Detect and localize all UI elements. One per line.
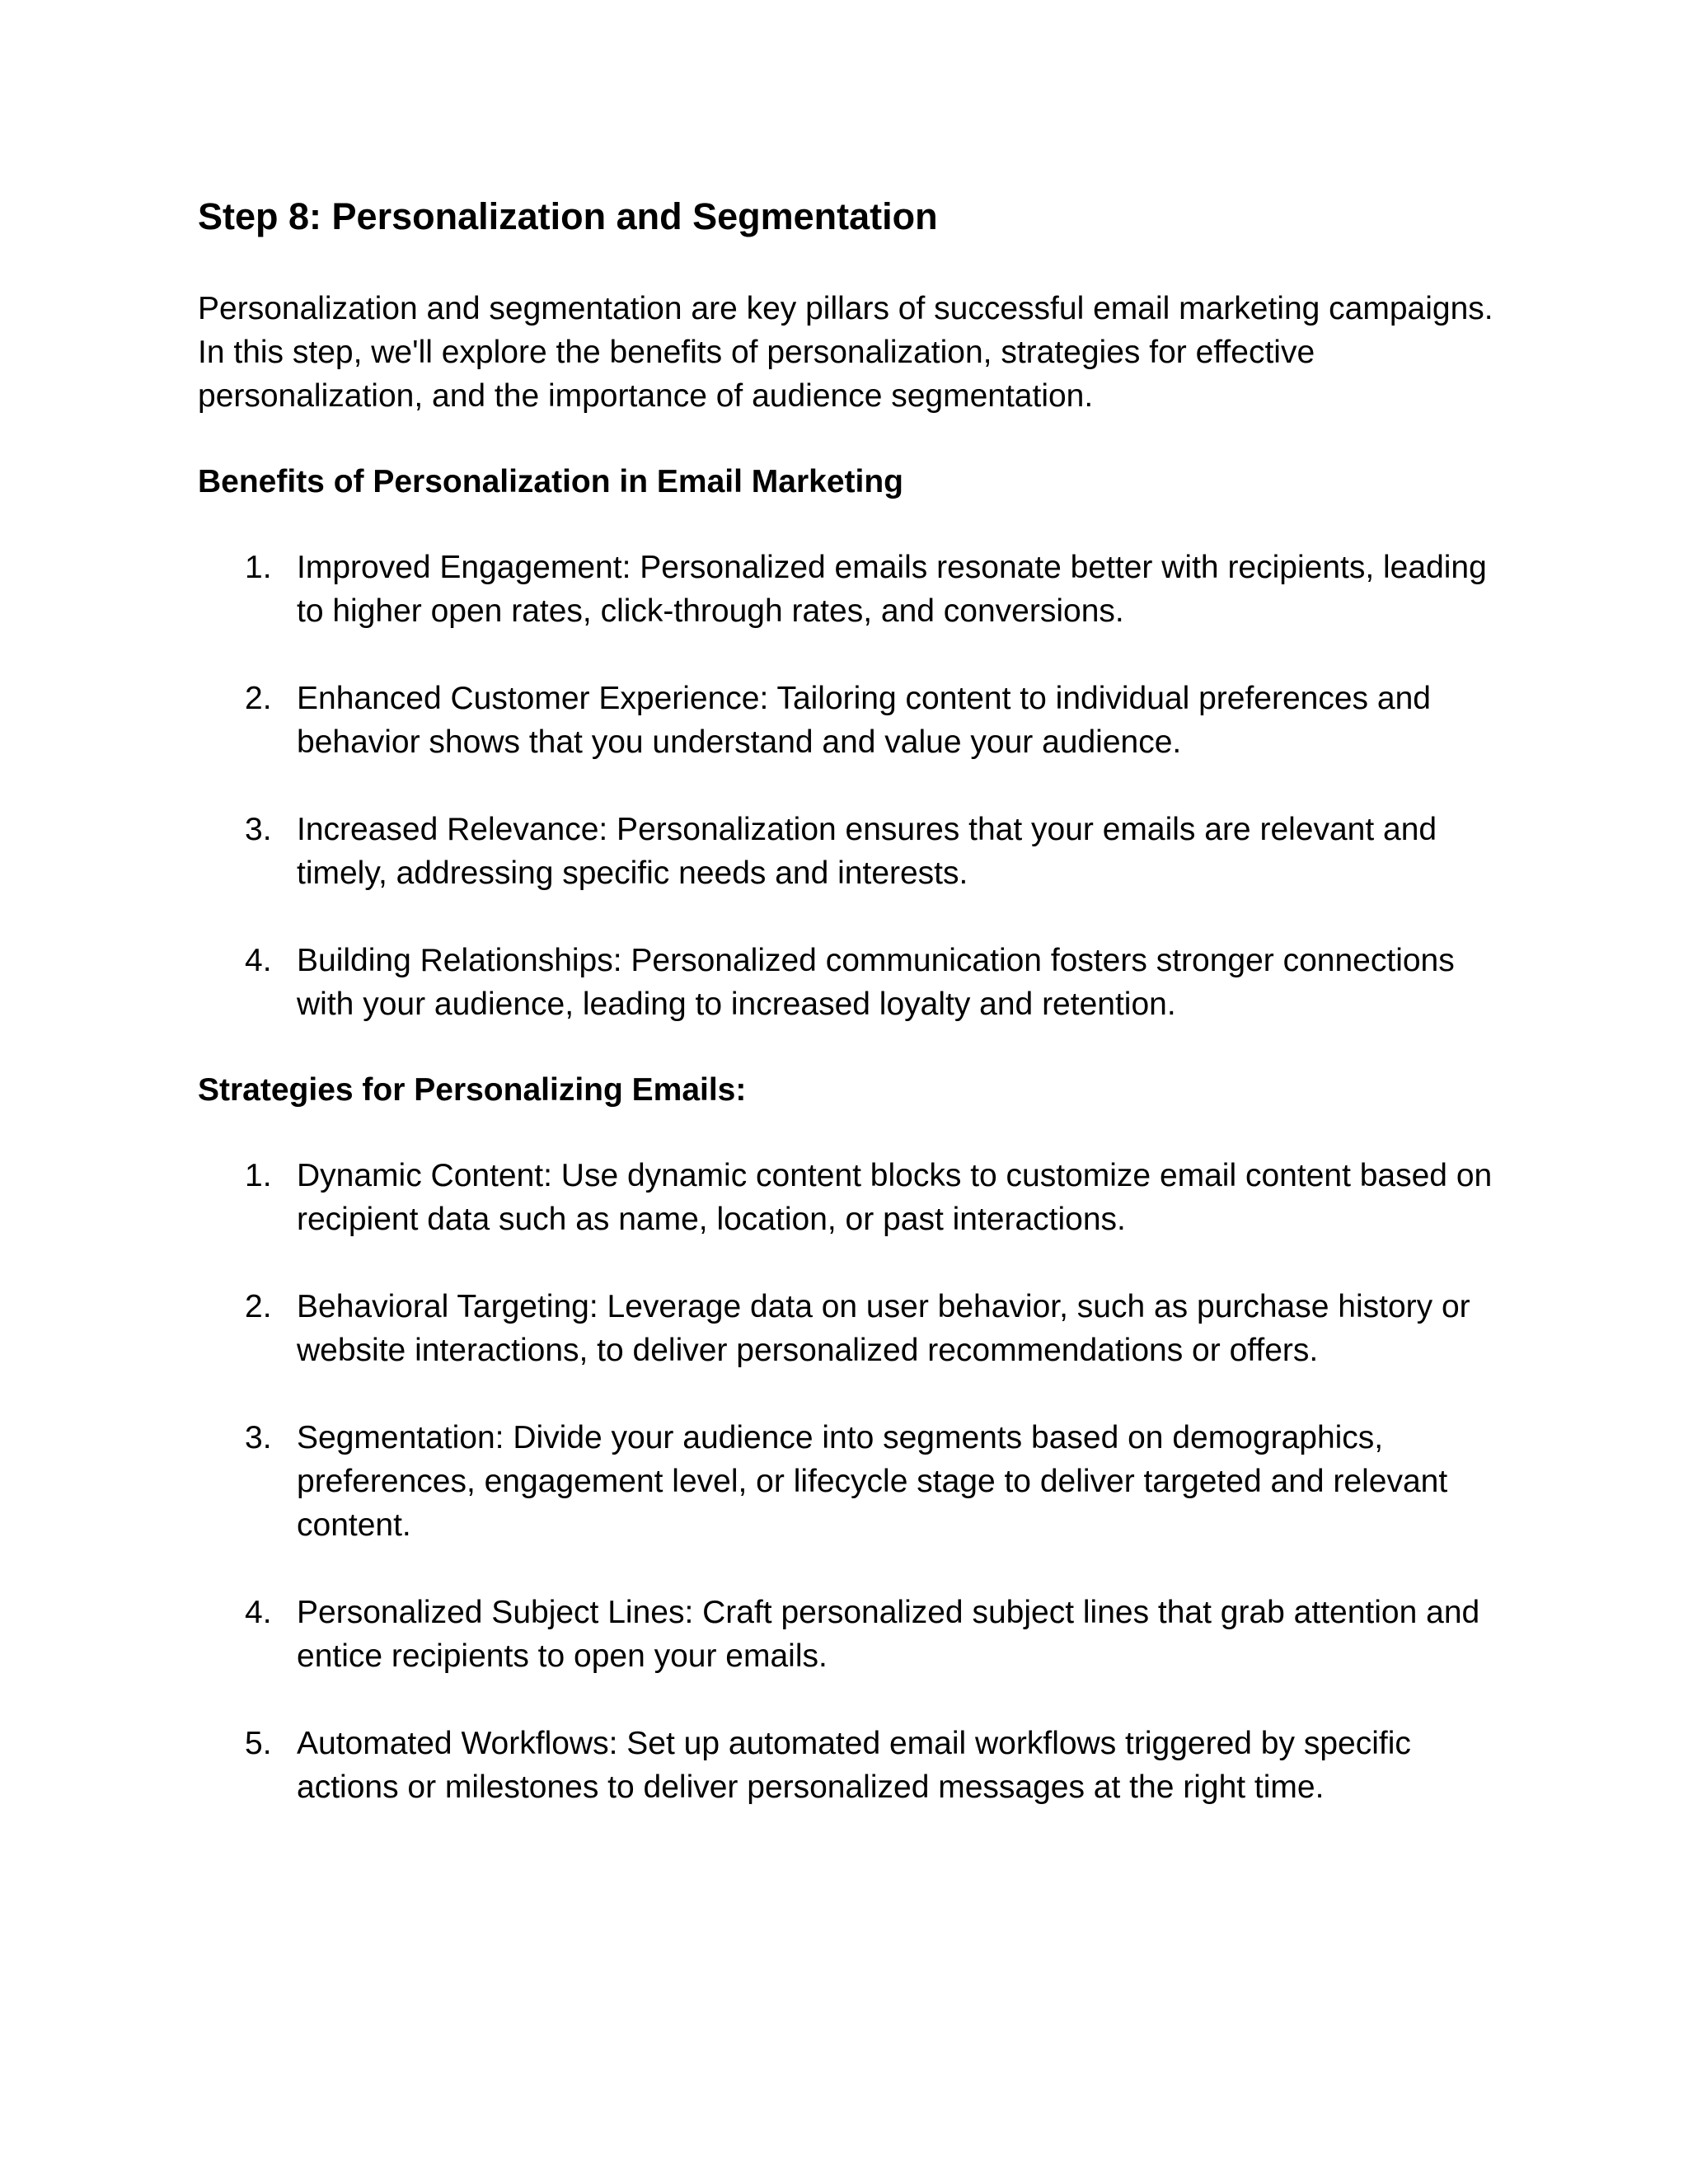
- document-page: [198, 194, 1517, 1809]
- list-item: [198, 1722, 1517, 1809]
- list-item: [198, 1154, 1517, 1241]
- list-item: [198, 1285, 1517, 1372]
- list-item-text: Personalized Subject Lines: Craft personalized subject lines that grab attention and entice recipients to open your emails.: [297, 1595, 1480, 1674]
- list-item-text: Segmentation: Divide your audience into segments based on demographics, preferences, engagement level, or lifecycle stage to deliver targeted and relevant content.: [297, 1420, 1448, 1543]
- list-item-number: 2.: [245, 681, 272, 716]
- list-item-number: 4.: [245, 943, 272, 978]
- list-item-text: Increased Relevance: Personalization ensures that your emails are relevant and timely, addressing specific needs and interests.: [297, 812, 1437, 891]
- list-item: [198, 677, 1517, 764]
- list-item-text: Enhanced Customer Experience: Tailoring content to individual preferences and behavior shows that you understand and value your audience.: [297, 681, 1431, 760]
- list-item: [198, 546, 1517, 633]
- list-item: [198, 939, 1517, 1026]
- list-item-text: Dynamic Content: Use dynamic content blocks to customize email content based on recipient data such as name, location, or past interactions.: [297, 1158, 1493, 1237]
- intro-paragraph: Personalization and segmentation are key pillars of successful email marketing campaigns. In this step, we'll explore the benefits of personalization, strategies for effective personalization, and the importance of audience segmentation.: [198, 291, 1493, 414]
- list-item-text: Automated Workflows: Set up automated email workflows triggered by specific actions or milestones to deliver personalized messages at the right time.: [297, 1726, 1411, 1805]
- list-item-number: 5.: [245, 1726, 272, 1761]
- list-item-number: 4.: [245, 1595, 272, 1630]
- benefits-list: [198, 546, 1517, 1026]
- list-item-text: Improved Engagement: Personalized emails resonate better with recipients, leading to higher open rates, click-through rates, and conversions.: [297, 550, 1487, 629]
- page-title: Step 8: Personalization and Segmentation: [198, 195, 938, 237]
- list-item-number: 1.: [245, 1158, 272, 1193]
- list-item-number: 3.: [245, 1420, 272, 1455]
- list-item-number: 3.: [245, 812, 272, 847]
- list-item-text: Building Relationships: Personalized communication fosters stronger connections with your audience, leading to increased loyalty and retention.: [297, 943, 1455, 1022]
- list-item: [198, 1416, 1517, 1547]
- list-item-text: Behavioral Targeting: Leverage data on user behavior, such as purchase history or website interactions, to deliver personalized recommendations or offers.: [297, 1289, 1470, 1368]
- list-item-number: 1.: [245, 550, 272, 585]
- strategies-heading: Strategies for Personalizing Emails:: [198, 1072, 747, 1108]
- strategies-list: [198, 1154, 1517, 1809]
- list-item: [198, 808, 1517, 895]
- list-item-number: 2.: [245, 1289, 272, 1324]
- list-item: [198, 1591, 1517, 1678]
- benefits-heading: Benefits of Personalization in Email Marketing: [198, 464, 904, 499]
